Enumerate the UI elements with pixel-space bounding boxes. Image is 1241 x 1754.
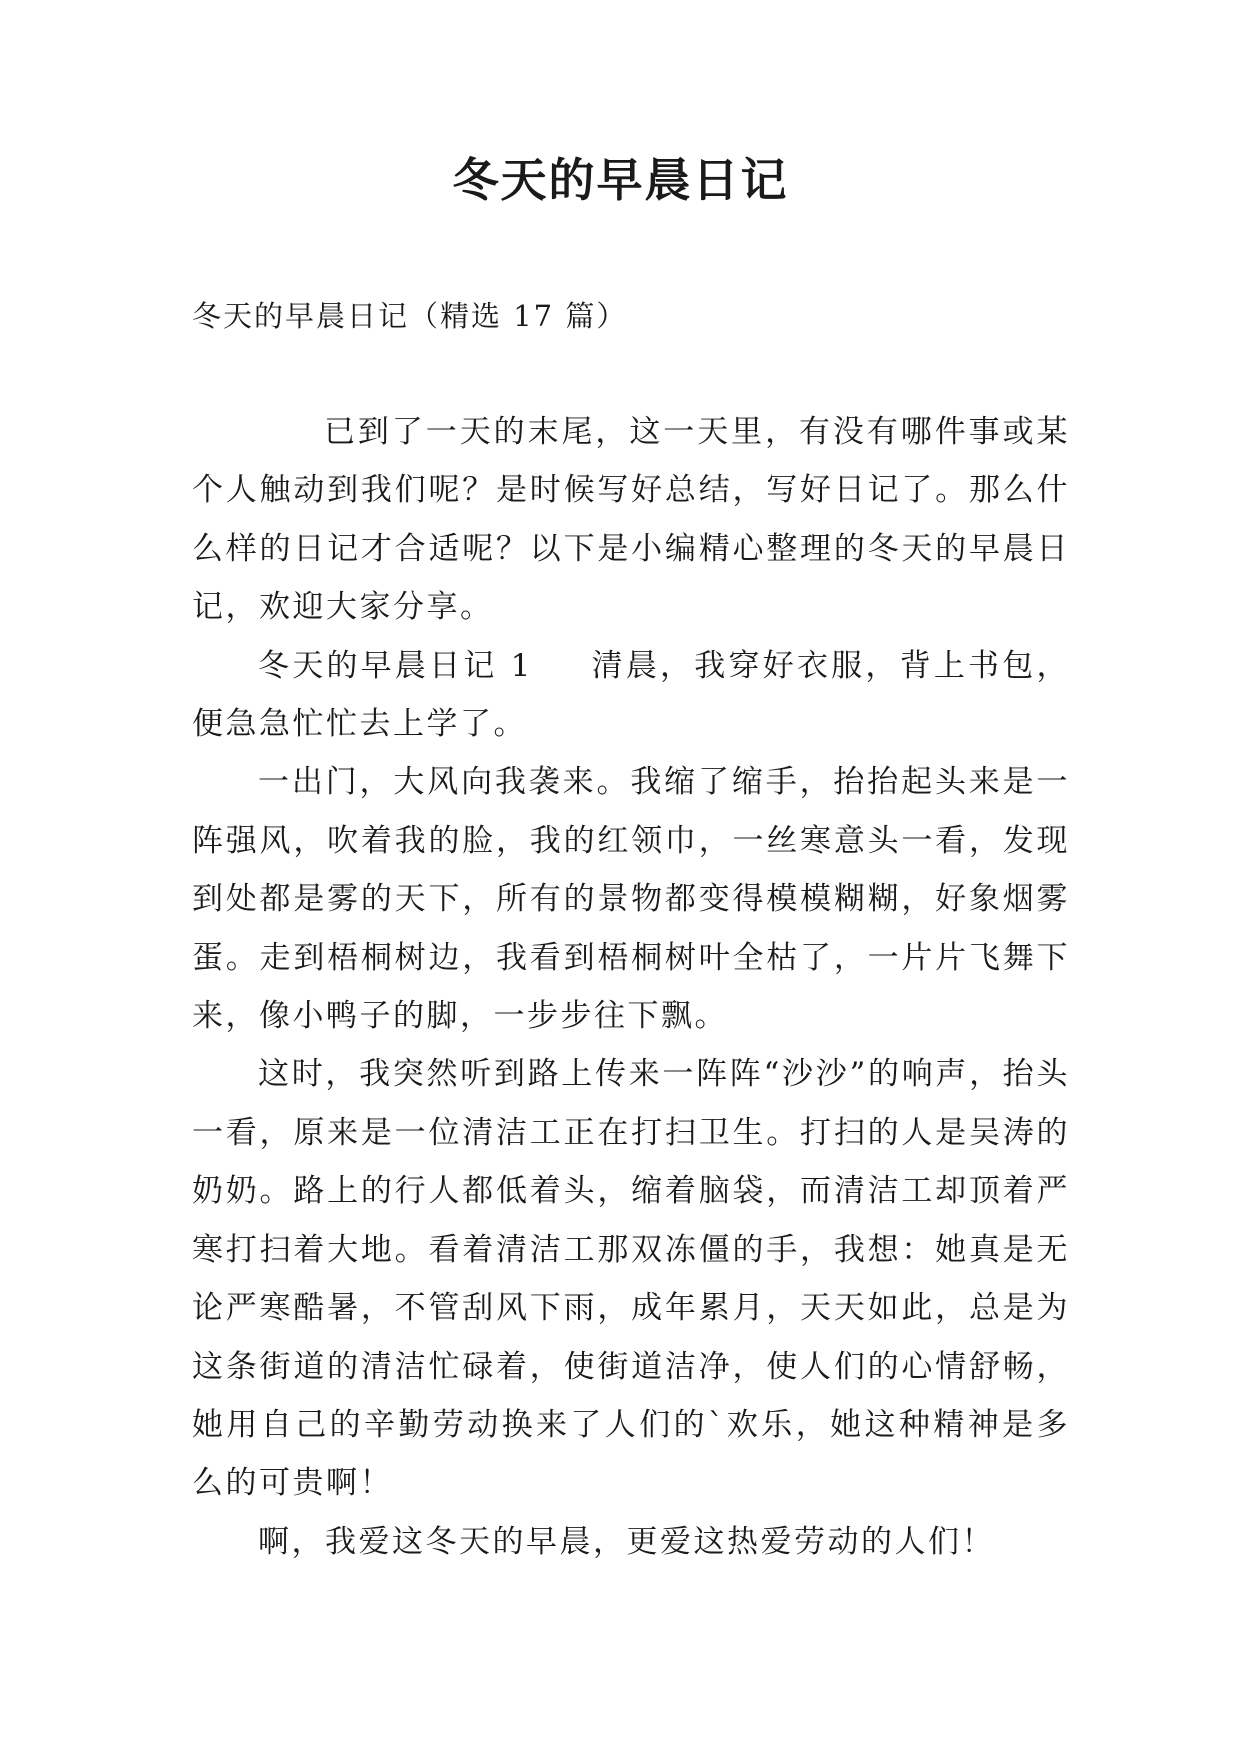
entry-heading: 冬天的早晨日记 1	[258, 647, 533, 684]
entry-paragraph: 这时，我突然听到路上传来一阵阵“沙沙”的响声，抬头一看，原来是一位清洁工正在打扫卫生。打扫的人是吴涛的奶奶。路上的行人都低着头，缩着脑袋，而清洁工却顶着严寒打扫着大地。看着清洁工那双冻僵的手，我想：她真是无论严寒酷暑，不管刮风下雨，成年累月，天天如此，总是为这条街道的清洁忙碌着，使街道洁净，使人们的心情舒畅，她用自己的辛勤劳动换来了人们的`欢乐，她这种精神是多么的可贵啊！	[192, 1056, 1070, 1502]
entry-paragraph: 一出门，大风向我袭来。我缩了缩手，抬抬起头来是一阵强风，吹着我的脸，我的红领巾，一丝寒意头一看，发现到处都是雾的天下，所有的景物都变得模模糊糊，好象烟雾蛋。走到梧桐树边，我看到梧桐树叶全枯了，一片片飞舞下来，像小鸭子的脚，一步步往下飘。	[192, 764, 1070, 1035]
entry-paragraph-text: 清晨，我穿好衣服，背上书包，便急急忙忙去上学了。	[192, 647, 1071, 743]
entry-paragraph: 啊，我爱这冬天的早晨，更爱这热爱劳动的人们！	[258, 1523, 995, 1560]
document-title: 冬天的早晨日记	[452, 153, 789, 207]
document-body	[192, 403, 1070, 1571]
entry-1-first-paragraph	[192, 637, 1070, 754]
document-subtitle: 冬天的早晨日记（精选 17 篇）	[192, 299, 628, 333]
intro-paragraph: 已到了一天的末尾，这一天里，有没有哪件事或某个人触动到我们呢？是时候写好总结，写好日记了。那么什么样的日记才合适呢？以下是小编精心整理的冬天的早晨日记，欢迎大家分享。	[192, 414, 1070, 626]
